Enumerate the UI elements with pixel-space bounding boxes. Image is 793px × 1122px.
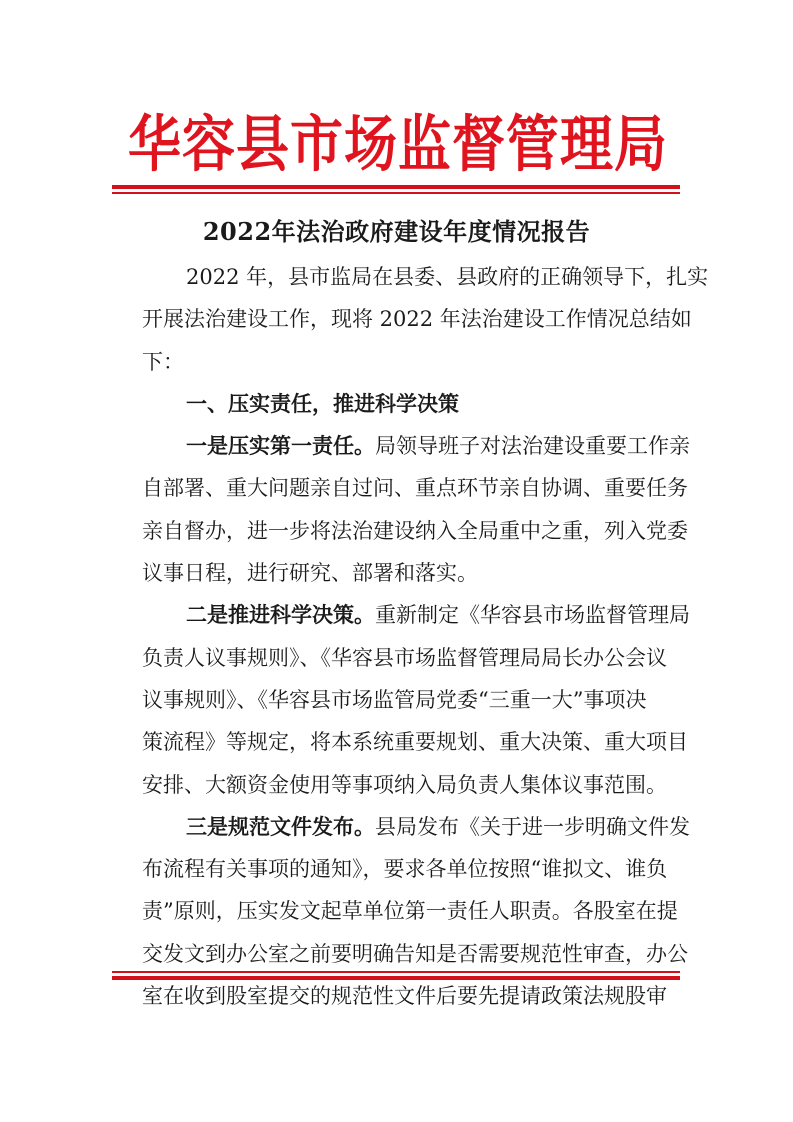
line-text: 县局发布《关于进一步明确文件发 — [375, 814, 690, 839]
line-text: 责”原则，压实发文起草单位第一责任人职责。各股室在提 — [142, 899, 678, 924]
body-line — [142, 425, 690, 467]
paragraph-lead: 二是推进科学决策。 — [186, 603, 375, 628]
body-line — [142, 764, 667, 806]
line-text: 自部署、重大问题亲自过问、重点环节亲自协调、重要任务 — [142, 476, 688, 501]
body-line — [142, 806, 690, 848]
body-line — [142, 298, 692, 340]
line-text: 负责人议事规则》、《华容县市场监督管理局局长办公会议 — [142, 645, 667, 670]
body-line — [142, 637, 667, 679]
line-text: 议事日程，进行研究、部署和落实。 — [142, 561, 478, 586]
header-divider — [112, 185, 680, 194]
body-line — [142, 848, 668, 890]
line-text: 下： — [142, 349, 184, 374]
section-heading — [142, 383, 646, 425]
paragraph-lead: 一是压实第一责任。 — [186, 434, 375, 459]
line-text: 策流程》等规定，将本系统重要规划、重大决策、重大项目 — [142, 730, 688, 755]
line-text: 亲自督办，进一步将法治建设纳入全局重中之重，列入党委 — [142, 518, 688, 543]
body-line — [142, 552, 646, 594]
body-line — [142, 721, 688, 763]
line-text: 一、压实责任，推进科学决策 — [186, 391, 459, 416]
body-line — [142, 679, 646, 721]
document-body — [142, 256, 709, 1017]
body-line — [142, 341, 646, 383]
body-line — [142, 594, 690, 636]
body-line — [142, 467, 688, 509]
paragraph-lead: 三是规范文件发布。 — [186, 814, 375, 839]
body-line — [142, 975, 667, 1017]
line-text: 安排、大额资金使用等事项纳入局负责人集体议事范围。 — [142, 772, 667, 797]
document-title: 2022年法治政府建设年度情况报告 — [202, 217, 591, 246]
organization-letterhead: 华容县市场监督管理局 — [128, 109, 668, 180]
line-text: 交发文到办公室之前要明确告知是否需要规范性审查，办公 — [142, 941, 688, 966]
line-text: 重新制定《华容县市场监督管理局 — [375, 603, 690, 628]
body-line — [142, 933, 688, 975]
footer-divider — [112, 971, 680, 980]
line-text: 2022 年，县市监局在县委、县政府的正确领导下，扎实 — [186, 265, 709, 289]
line-text: 开展法治建设工作，现将 2022 年法治建设工作情况总结如 — [142, 307, 692, 332]
line-text: 室在收到股室提交的规范性文件后要先提请政策法规股审 — [142, 984, 667, 1009]
body-line — [142, 510, 688, 552]
body-line — [142, 256, 709, 298]
body-line — [142, 890, 678, 932]
line-text: 议事规则》、《华容县市场监管局党委“三重一大”事项决 — [142, 687, 647, 712]
line-text: 局领导班子对法治建设重要工作亲 — [375, 434, 690, 459]
line-text: 布流程有关事项的通知》，要求各单位按照“谁拟文、谁负 — [142, 857, 668, 882]
